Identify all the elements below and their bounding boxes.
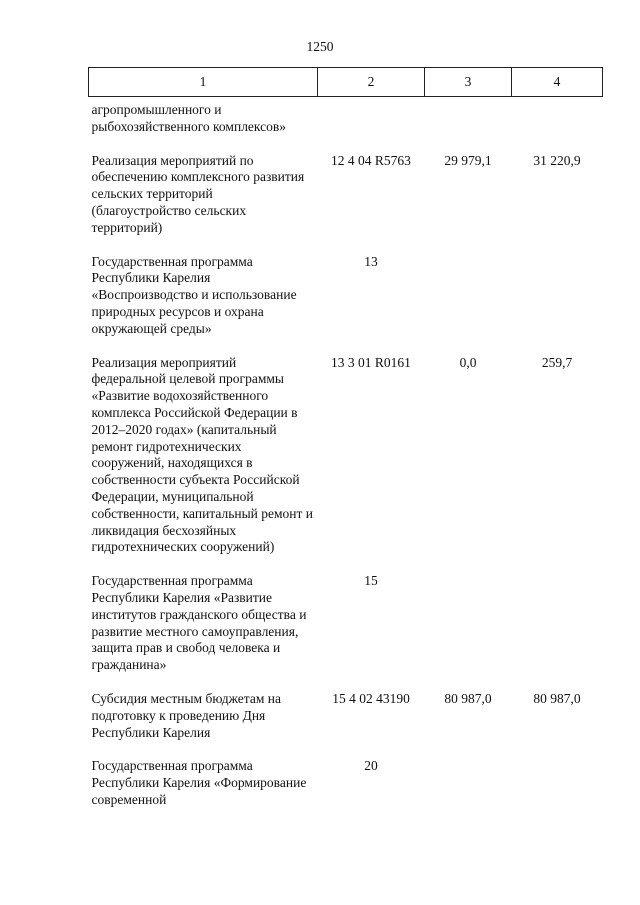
row-code (318, 97, 425, 153)
row-col4-value: 259,7 (541, 354, 573, 370)
row-name: Государственная программа Республики Карелия «Развитие институтов гражданского общества и развитие местного самоуправления, защита прав и свобод человека и гражданина» (91, 573, 307, 673)
page-number: 1250 (306, 39, 334, 54)
row-code: 13 3 01 R0161 (331, 354, 411, 370)
row-col4-value (512, 758, 603, 825)
row-col4-value (512, 573, 603, 691)
row-code: 13 (364, 253, 378, 269)
table-header (89, 68, 603, 97)
header-row (89, 68, 603, 97)
row-col3-value (425, 254, 512, 355)
table-row (89, 758, 603, 825)
budget-table (88, 67, 603, 826)
row-col4-value: 31 220,9 (533, 152, 581, 168)
row-col3-value (425, 97, 512, 153)
table-row (89, 97, 603, 153)
header-col-4: 4 (512, 68, 603, 97)
row-code: 20 (364, 758, 378, 774)
row-col3-value: 0,0 (459, 354, 477, 370)
row-code: 15 (364, 573, 378, 589)
table-row (89, 355, 603, 574)
row-name: Государственная программа Республики Карелия «Воспроизводство и использование природных ресурсов и охрана окружающей среды» (91, 253, 297, 336)
table-row (89, 254, 603, 355)
row-col4-value (512, 97, 603, 153)
table-row (89, 153, 603, 254)
header-col-2: 2 (318, 68, 425, 97)
table-row (89, 691, 603, 758)
header-col-3: 3 (425, 68, 512, 97)
row-code: 15 4 02 43190 (332, 690, 410, 706)
table-body (89, 97, 603, 826)
row-col4-value (512, 254, 603, 355)
row-name: Государственная программа Республики Карелия «Формирование современной (91, 758, 307, 807)
row-col3-value: 29 979,1 (444, 152, 492, 168)
row-name: Реализация мероприятий по обеспечению комплексного развития сельских территорий (благоустройство сельских территорий) (91, 152, 305, 235)
row-name: Реализация мероприятий федеральной целевой программы «Развитие водохозяйственного комплекса Российской Федерации в 2012–2020 годах» (капитальный ремонт гидротехнических сооружений, находящихся в собственности субъекта Российской Федерации, муниципальной собственности, капитальный ремонт и ликвидация бесхозяйных гидротехнических сооружений) (91, 354, 314, 555)
row-col4-value: 80 987,0 (533, 690, 581, 706)
row-code: 12 4 04 R5763 (331, 152, 411, 168)
table-row (89, 573, 603, 691)
row-name: Субсидия местным бюджетам на подготовку к проведению Дня Республики Карелия (91, 690, 281, 740)
row-col3-value (425, 573, 512, 691)
row-name: агропромышленного и рыбохозяйственного комплексов» (91, 102, 287, 134)
header-col-1: 1 (89, 68, 318, 97)
row-col3-value (425, 758, 512, 825)
row-col3-value: 80 987,0 (444, 690, 492, 706)
